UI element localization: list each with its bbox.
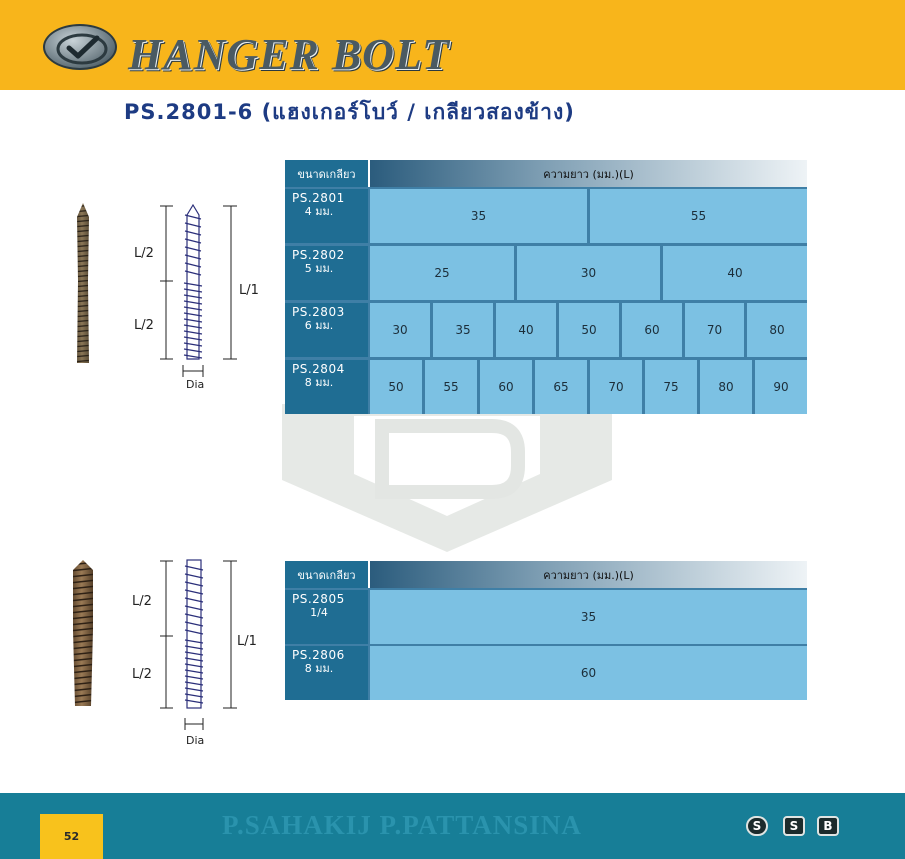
length-cell: 70: [685, 303, 744, 357]
product-code: PS.2806: [292, 648, 345, 662]
thread-size: 5 มม.: [304, 262, 334, 275]
diameter-label: Dia: [186, 378, 205, 391]
row-label-ps2806: [285, 646, 368, 700]
row-label-ps2804: [285, 360, 368, 414]
thread-size: 4 มม.: [304, 205, 334, 218]
product-code: PS.2801: [292, 191, 345, 205]
hanger-bolt-photo-2: [69, 560, 97, 706]
length-cell: 50: [370, 360, 422, 414]
length-cell: 30: [517, 246, 660, 300]
length-cell: 75: [645, 360, 697, 414]
length-cell: 60: [622, 303, 682, 357]
length-cell: 40: [663, 246, 807, 300]
brand-logo-3: B: [817, 816, 839, 836]
bolt-drawing-2: [155, 558, 245, 738]
thread-size: 1/4: [310, 606, 328, 619]
half-length-bottom-label: L/2: [134, 318, 154, 333]
check-icon: [43, 24, 117, 70]
half-length-bottom-label: L/2: [132, 667, 152, 682]
product-code: PS.2802: [292, 248, 345, 262]
length-header: ความยาว (มม.)(L): [370, 561, 807, 588]
length-cell: 35: [433, 303, 493, 357]
brand-logo-1: S: [746, 816, 768, 836]
row-label-ps2802: [285, 246, 368, 300]
half-length-top-label: L/2: [132, 594, 152, 609]
product-subtitle: PS.2801-6 (แฮงเกอร์โบว์ / เกลียวสองข้าง): [124, 100, 575, 124]
length-cell: 65: [535, 360, 587, 414]
brand-logo-2: S: [783, 816, 805, 836]
length-cell: 60: [370, 646, 807, 700]
bolt-drawing-1: [155, 203, 245, 378]
length-cell: 25: [370, 246, 514, 300]
length-cell: 80: [700, 360, 752, 414]
product-code: PS.2803: [292, 305, 345, 319]
length-cell: 70: [590, 360, 642, 414]
thread-size: 6 มม.: [304, 319, 334, 332]
company-names: P.SAHAKIJ P.PATTANSINA: [222, 810, 582, 840]
thread-size-header: ขนาดเกลียว: [285, 561, 368, 588]
length-cell: 80: [747, 303, 807, 357]
hanger-bolt-photo-1: [72, 203, 94, 363]
brand-watermark: [282, 404, 612, 552]
length-cell: 55: [590, 189, 807, 243]
length-header: ความยาว (มม.)(L): [370, 160, 807, 187]
length-cell: 90: [755, 360, 807, 414]
length-cell: 50: [559, 303, 619, 357]
full-length-label: L/1: [237, 634, 257, 649]
length-cell: 30: [370, 303, 430, 357]
row-label-ps2805: [285, 590, 368, 644]
thread-size: 8 มม.: [304, 376, 334, 389]
length-cell: 40: [496, 303, 556, 357]
product-code: PS.2805: [292, 592, 345, 606]
thread-size-header: ขนาดเกลียว: [285, 160, 368, 187]
length-cell: 35: [370, 590, 807, 644]
page-title: HANGER BOLT: [128, 30, 450, 79]
length-cell: 55: [425, 360, 477, 414]
product-code: PS.2804: [292, 362, 345, 376]
half-length-top-label: L/2: [134, 246, 154, 261]
page-number: 52: [40, 814, 103, 859]
row-label-ps2803: [285, 303, 368, 357]
thread-size: 8 มม.: [304, 662, 334, 675]
length-cell: 60: [480, 360, 532, 414]
diameter-label: Dia: [186, 734, 205, 747]
row-label-ps2801: [285, 189, 368, 243]
length-cell: 35: [370, 189, 587, 243]
full-length-label: L/1: [239, 283, 259, 298]
